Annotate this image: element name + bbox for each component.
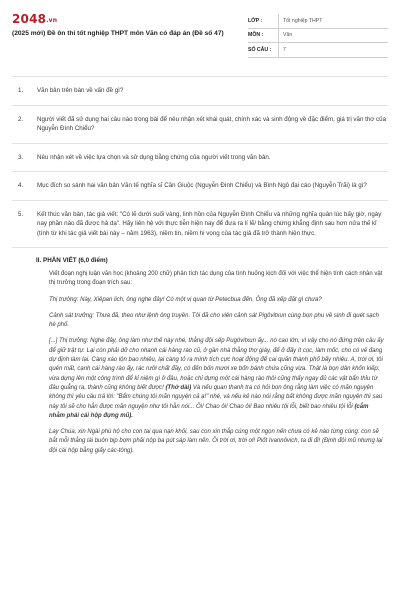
question-number: 2. [18,115,24,123]
meta-row-class [248,14,388,29]
meta-row-count [248,43,388,58]
question-number: 4. [18,182,24,189]
divider [12,171,388,172]
question-list [12,76,388,248]
question-item [12,115,388,134]
divider [12,200,388,201]
excerpt-text: [...] Thị trưởng: Nghe đây, ông làm như thế này nhé, thằng đội sếp Pugôvitxun ấy... nó cao lớn, vì vậy cho nó đứng trên cầu ấy để giữ trật tự. Lại còn phải dỡ cho nhanh cái hàng rào cũ, ở gần nhà thằng thợ giày, để ở đấy ít cọc, làm mốc, cho có vẻ đang dự định làm lại. Càng xáo lộn bao nhiêu, lại càng tỏ ra mình tích cực hoạt động để cai quản thành phố bấy nhiêu. A, trời ơi, tôi quên mất, cạnh cái hàng rào ấy, rác rưởi chất đầy, có đến bốn mươi xe bốn bánh chứa cũng vừa. Thật là bọn dân khốn kiếp: vừa dựng lên một công trình để kỉ niệm gì ở đâu, hoặc chỉ dựng một cái hàng rào thôi cũng thấy ngay đủ các vật bẩn thỉu từ đâu quẳng ra, thành cũng không biết được! [49,338,384,391]
meta-row-subject [248,29,388,44]
stage-direction: (cắm nhằm phải cái hộp đựng mũ). [49,403,369,419]
excerpt-line: Thị trưởng: Này, Xiêpan lich, ông nghe đây! Có một vị quan từ Petecbua đến. Ông đã xếp đặt gì chưa? [49,296,322,303]
stage-direction: (Thở dài) [165,384,192,391]
logo-suffix: .vn [46,17,58,24]
page-header [12,0,388,66]
question-text: Người viết đã sử dụng hai câu nào trong bài để nêu nhận xét khái quát, chính xác và sinh động về đặc điểm, giá trị văn thơ của Nguyễn Đình Chiểu? [37,115,387,132]
page-title: (2025 mới) Đề ôn thi tốt nghiệp THPT môn Văn có đáp án (Đề số 47) [12,30,224,37]
question-text: Nêu nhận xét về việc lựa chọn và sử dụng bằng chứng của người viết trong văn bản. [37,153,271,161]
question-item [12,210,388,239]
prompt-intro: Viết đoạn nghị luận văn học (khoảng 200 chữ) phân tích tác dụng của tình huống kịch đối với việc thể hiện tính cách nhân vật thị trưởng trong đoạn trích sau: [49,271,383,287]
site-logo[interactable] [12,12,227,28]
divider [12,143,388,144]
question-number: 1. [18,87,24,94]
excerpt-text: Và nếu quan thanh tra có hỏi bọn ông rằng làm việc có mãn nguyện không thì yêu cầu trả lời: "Bẩm chúng tôi mãn nguyện cả ạ!" nhé, và nếu kẻ nào nói rằng bất không được mãn nguyện thì sau này tôi sẽ cho hắn được mãn nguyện như tôi hằn nói... Ôi! Chao ôi! Chao ôi! Bao nhiêu tội lỗi, biết bao nhiêu tội lỗi [49,384,383,410]
logo-main: 2048 [12,12,47,26]
meta-label: LỚP : [248,17,263,24]
question-text: Mục đích so sánh hai văn bản Văn tế nghĩa sĩ Cần Giuộc (Nguyễn Đình Chiểu) và Bình Ngô đại cáo (Nguyễn Trãi) là gì? [37,182,367,189]
meta-label: SỐ CÂU : [248,46,272,53]
excerpt-paragraph [49,337,384,421]
divider [12,105,388,106]
question-item [12,153,388,163]
question-number: 5. [18,210,24,218]
meta-value: 7 [278,43,388,57]
excerpt-paragraph: Lay Chúa, xin Ngài phù hộ cho con tai qua nạn khỏi, sau con xin thắp cúng một ngọn nến chưa có kẻ nào từng cúng: con sẽ bắt mỗi thằng lái buôn bịp bợm phải nộp ba pút sáp làm nến. Ôi trời ơi, trời ơi! Piốt Ivannôvich, ta đi đi! (Định đội mũ nhưng lại đội cái hộp bằng giấy các-tông). [49,429,383,454]
question-text: Kết thúc văn bản, tác giả viết: "Có lẽ dưới suối vàng, linh hồn của Nguyễn Đình Chiểu và những nghĩa quân lúc bấy giờ, ngày nay phần nào đã được hả dạ". Hãy liên hệ với thực tiễn hiện nay để đưa ra lí lẽ/ bằng chứng khẳng định sau hơn nửa thế kỉ (tính từ khi tác giả viết bài này – năm 1963), niềm tin, niềm hi vọng của tác giả đã trở thành hiện thực. [37,210,382,237]
meta-value: Văn [278,29,388,43]
section-title: II. PHẦN VIẾT (6,0 điểm) [36,257,108,264]
meta-value: Tốt nghiệp THPT [278,14,388,28]
writing-prompt [12,270,388,456]
excerpt-line: Cảnh sát trưởng: Thưa đã, theo như lệnh ông truyền. Tôi đã cho viên cảnh sát Pigôvitxun cùng bọn phu về sinh đi quét sạch hè phố. [49,312,379,329]
question-text: Văn bản trên bàn về vấn đề gì? [37,87,124,94]
divider [12,247,388,248]
meta-table [248,14,388,58]
question-item [12,86,388,96]
question-item [12,181,388,191]
divider [12,76,388,77]
meta-label: MÔN : [248,32,264,39]
question-number: 3. [18,153,24,161]
header-left [12,12,227,38]
